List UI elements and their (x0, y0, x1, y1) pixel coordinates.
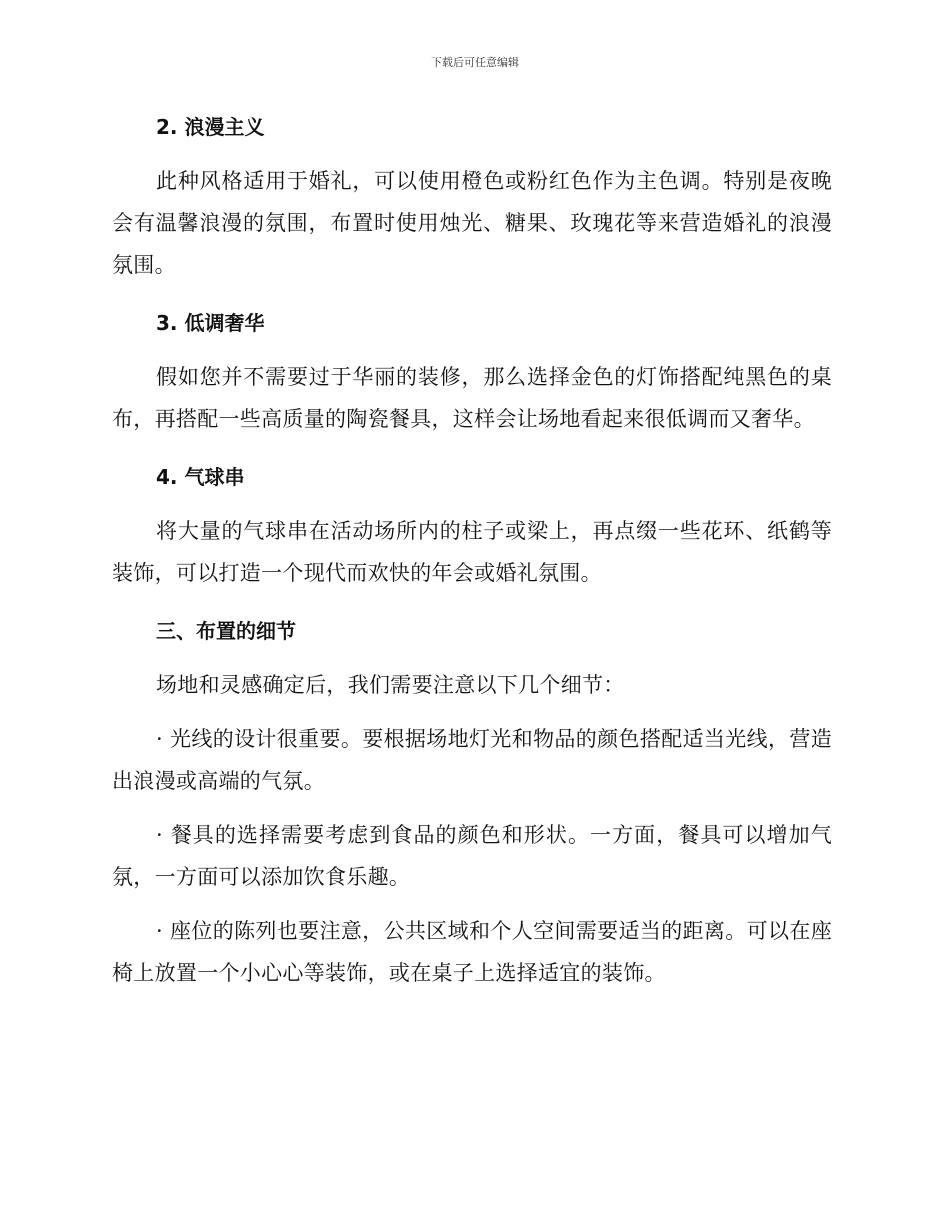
section-heading-details: 三、布置的细节 (156, 619, 296, 643)
paragraph-low-key-luxury: 假如您并不需要过于华丽的装修，那么选择金色的灯饰搭配纯黑色的桌布，再搭配一些高质量的陶瓷餐具，这样会让场地看起来很低调而又奢华。 (112, 365, 832, 431)
bullet-tableware: · 餐具的选择需要考虑到食品的颜色和形状。一方面，餐具可以增加气氛，一方面可以添加饮食乐趣。 (112, 823, 832, 889)
section-heading-low-key-luxury: 3. 低调奢华 (156, 311, 265, 335)
section-heading-romanticism: 2. 浪漫主义 (156, 115, 265, 139)
paragraph-details-intro: 场地和灵感确定后，我们需要注意以下几个细节： (156, 673, 625, 697)
bullet-seating: · 座位的陈列也要注意，公共区域和个人空间需要适当的距离。可以在座椅上放置一个小心心等装饰，或在桌子上选择适宜的装饰。 (112, 919, 832, 985)
document-body (112, 110, 832, 994)
header-note: 下载后可任意编辑 (431, 56, 519, 69)
section-heading-balloons: 4. 气球串 (156, 465, 245, 489)
paragraph-balloons: 将大量的气球串在活动场所内的柱子或梁上，再点缀一些花环、纸鹤等装饰，可以打造一个现代而欢快的年会或婚礼氛围。 (112, 519, 832, 585)
paragraph-romanticism: 此种风格适用于婚礼，可以使用橙色或粉红色作为主色调。特别是夜晚会有温馨浪漫的氛围，布置时使用烛光、糖果、玫瑰花等来营造婚礼的浪漫氛围。 (112, 169, 832, 277)
bullet-lighting: · 光线的设计很重要。要根据场地灯光和物品的颜色搭配适当光线，营造出浪漫或高端的气氛。 (112, 727, 832, 793)
